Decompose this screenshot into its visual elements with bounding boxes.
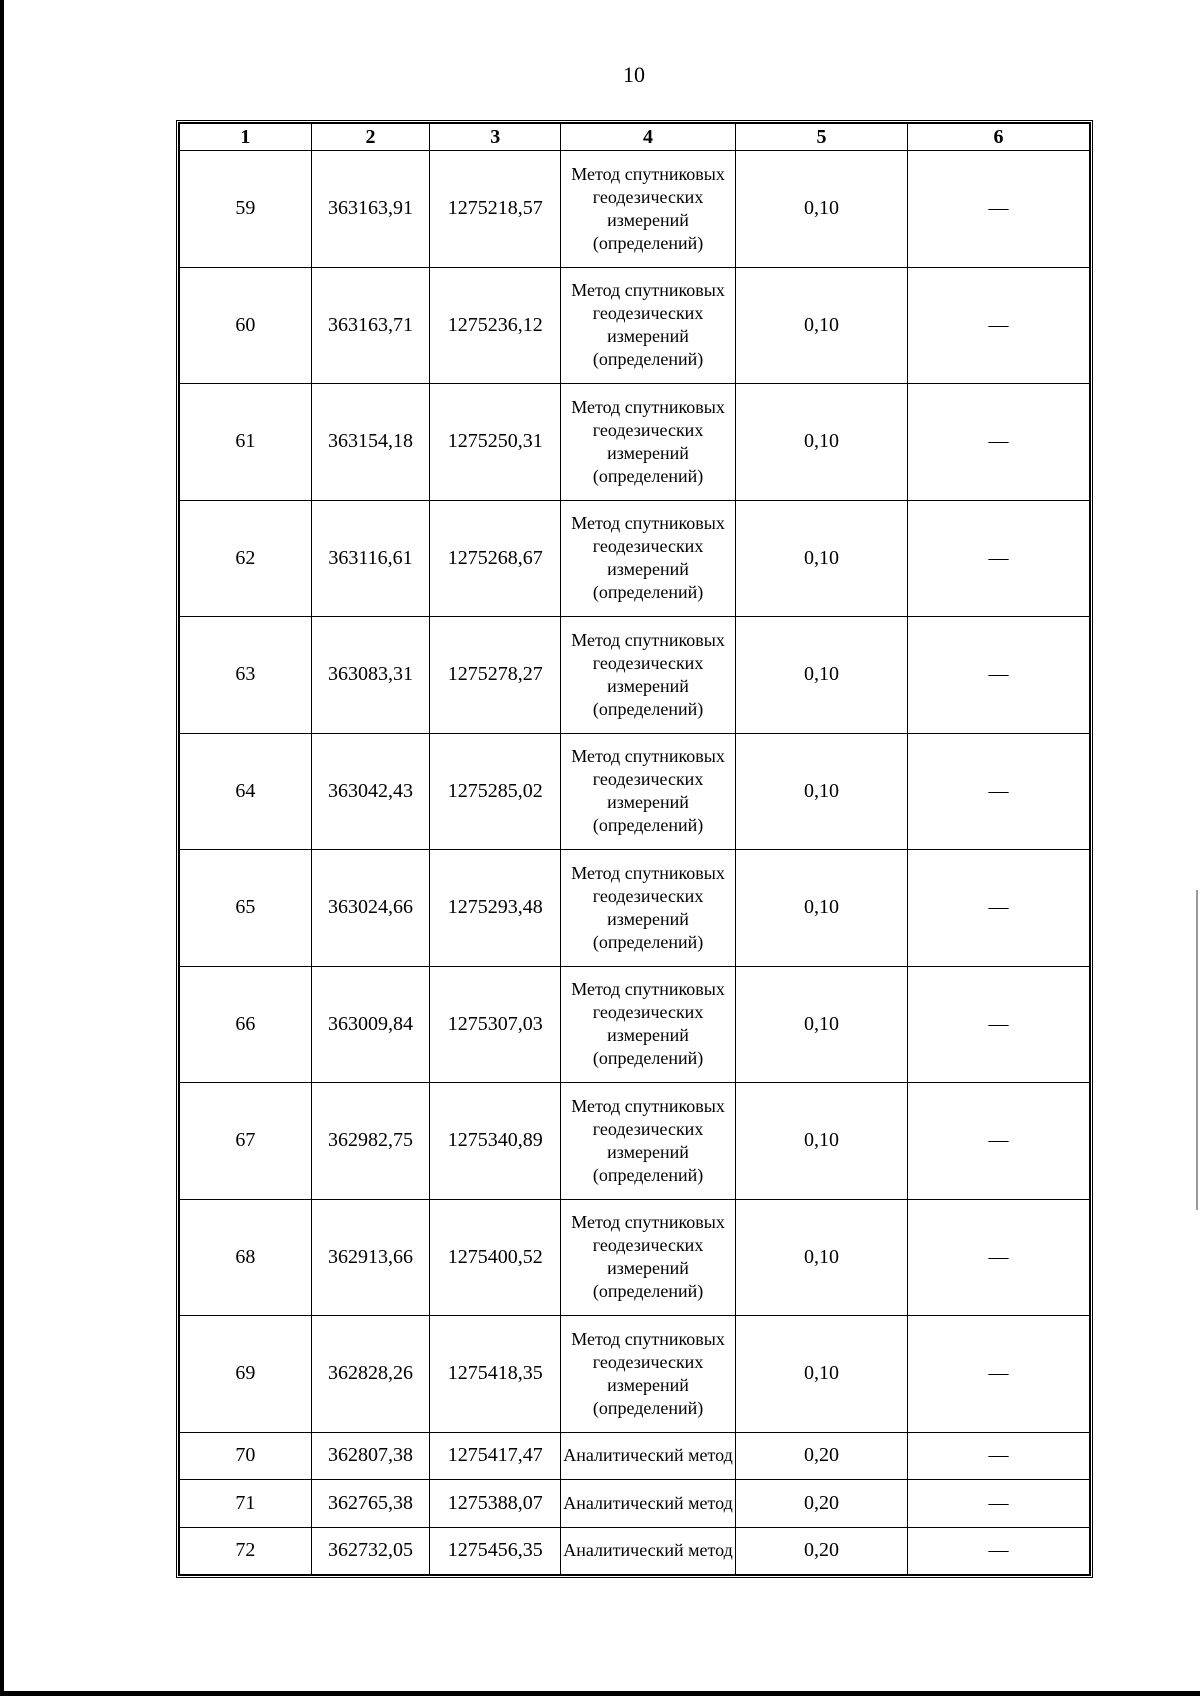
- cell-coordinate-x: 363083,31: [311, 617, 430, 734]
- cell-accuracy: 0,10: [736, 850, 908, 967]
- table-body: [180, 151, 1090, 1575]
- cell-accuracy: 0,10: [736, 500, 908, 617]
- cell-accuracy: 0,10: [736, 1316, 908, 1433]
- cell-coordinate-y: 1275340,89: [430, 1083, 561, 1200]
- cell-accuracy: 0,10: [736, 617, 908, 734]
- page-number: 10: [623, 62, 645, 87]
- cell-note: —: [907, 966, 1089, 1083]
- table-row: [180, 733, 1090, 850]
- header-col-6: 6: [907, 124, 1089, 151]
- cell-method: Аналитический метод: [561, 1480, 736, 1528]
- cell-coordinate-y: 1275418,35: [430, 1316, 561, 1433]
- cell-point-number: 62: [180, 500, 312, 617]
- cell-coordinate-y: 1275236,12: [430, 267, 561, 384]
- cell-point-number: 71: [180, 1480, 312, 1528]
- cell-point-number: 64: [180, 733, 312, 850]
- cell-method: Метод спутниковых геодезических измерений (определений): [561, 733, 736, 850]
- cell-coordinate-y: 1275218,57: [430, 151, 561, 268]
- cell-coordinate-x: 362807,38: [311, 1432, 430, 1480]
- cell-method: Метод спутниковых геодезических измерений (определений): [561, 384, 736, 501]
- cell-coordinate-x: 363154,18: [311, 384, 430, 501]
- cell-accuracy: 0,10: [736, 151, 908, 268]
- cell-note: —: [907, 1432, 1089, 1480]
- cell-accuracy: 0,10: [736, 733, 908, 850]
- cell-coordinate-x: 362732,05: [311, 1527, 430, 1575]
- table-header-row: [180, 124, 1090, 151]
- cell-method: Метод спутниковых геодезических измерений (определений): [561, 966, 736, 1083]
- cell-note: —: [907, 267, 1089, 384]
- cell-coordinate-y: 1275268,67: [430, 500, 561, 617]
- cell-accuracy: 0,10: [736, 966, 908, 1083]
- table-row: [180, 384, 1090, 501]
- table-row: [180, 966, 1090, 1083]
- cell-coordinate-y: 1275456,35: [430, 1527, 561, 1575]
- cell-point-number: 63: [180, 617, 312, 734]
- cell-point-number: 60: [180, 267, 312, 384]
- cell-point-number: 69: [180, 1316, 312, 1433]
- cell-coordinate-x: 362828,26: [311, 1316, 430, 1433]
- cell-note: —: [907, 850, 1089, 967]
- cell-note: —: [907, 1316, 1089, 1433]
- cell-note: —: [907, 1480, 1089, 1528]
- scan-left-border: [0, 0, 4, 1696]
- table-row: [180, 500, 1090, 617]
- cell-coordinate-x: 362765,38: [311, 1480, 430, 1528]
- coordinates-table-frame: [176, 120, 1093, 1578]
- table-row: [180, 850, 1090, 967]
- cell-note: —: [907, 1083, 1089, 1200]
- cell-accuracy: 0,20: [736, 1527, 908, 1575]
- scan-right-mark: [1196, 890, 1198, 1210]
- cell-coordinate-x: 363163,71: [311, 267, 430, 384]
- cell-accuracy: 0,10: [736, 1083, 908, 1200]
- table-row: [180, 1083, 1090, 1200]
- cell-note: —: [907, 151, 1089, 268]
- cell-method: Метод спутниковых геодезических измерений (определений): [561, 850, 736, 967]
- cell-note: —: [907, 617, 1089, 734]
- cell-coordinate-x: 363163,91: [311, 151, 430, 268]
- cell-method: Метод спутниковых геодезических измерений (определений): [561, 617, 736, 734]
- cell-note: —: [907, 384, 1089, 501]
- cell-note: —: [907, 1527, 1089, 1575]
- cell-coordinate-y: 1275417,47: [430, 1432, 561, 1480]
- coordinates-table: [179, 123, 1090, 1575]
- cell-method: Метод спутниковых геодезических измерений (определений): [561, 267, 736, 384]
- cell-point-number: 67: [180, 1083, 312, 1200]
- table-row: [180, 151, 1090, 268]
- header-col-5: 5: [736, 124, 908, 151]
- cell-coordinate-y: 1275285,02: [430, 733, 561, 850]
- cell-method: Метод спутниковых геодезических измерений (определений): [561, 1316, 736, 1433]
- cell-point-number: 59: [180, 151, 312, 268]
- cell-coordinate-y: 1275250,31: [430, 384, 561, 501]
- cell-point-number: 65: [180, 850, 312, 967]
- cell-point-number: 66: [180, 966, 312, 1083]
- scan-bottom-border: [0, 1691, 1200, 1696]
- cell-method: Аналитический метод: [561, 1527, 736, 1575]
- cell-coordinate-y: 1275307,03: [430, 966, 561, 1083]
- cell-method: Метод спутниковых геодезических измерений (определений): [561, 151, 736, 268]
- cell-point-number: 70: [180, 1432, 312, 1480]
- cell-point-number: 68: [180, 1199, 312, 1316]
- cell-coordinate-x: 362982,75: [311, 1083, 430, 1200]
- cell-note: —: [907, 500, 1089, 617]
- cell-coordinate-x: 362913,66: [311, 1199, 430, 1316]
- cell-accuracy: 0,20: [736, 1480, 908, 1528]
- cell-coordinate-y: 1275400,52: [430, 1199, 561, 1316]
- cell-note: —: [907, 733, 1089, 850]
- cell-method: Метод спутниковых геодезических измерений (определений): [561, 500, 736, 617]
- table-row: [180, 1316, 1090, 1433]
- cell-point-number: 61: [180, 384, 312, 501]
- table-row: [180, 1480, 1090, 1528]
- cell-coordinate-x: 363042,43: [311, 733, 430, 850]
- cell-coordinate-x: 363024,66: [311, 850, 430, 967]
- cell-coordinate-y: 1275388,07: [430, 1480, 561, 1528]
- cell-coordinate-y: 1275278,27: [430, 617, 561, 734]
- cell-coordinate-x: 363116,61: [311, 500, 430, 617]
- table-row: [180, 1527, 1090, 1575]
- cell-method: Метод спутниковых геодезических измерений (определений): [561, 1199, 736, 1316]
- table-row: [180, 1432, 1090, 1480]
- cell-method: Аналитический метод: [561, 1432, 736, 1480]
- cell-coordinate-y: 1275293,48: [430, 850, 561, 967]
- cell-accuracy: 0,10: [736, 1199, 908, 1316]
- cell-coordinate-x: 363009,84: [311, 966, 430, 1083]
- header-col-1: 1: [180, 124, 312, 151]
- cell-accuracy: 0,10: [736, 384, 908, 501]
- cell-note: —: [907, 1199, 1089, 1316]
- table-row: [180, 617, 1090, 734]
- cell-accuracy: 0,20: [736, 1432, 908, 1480]
- table-row: [180, 267, 1090, 384]
- table-row: [180, 1199, 1090, 1316]
- cell-method: Метод спутниковых геодезических измерений (определений): [561, 1083, 736, 1200]
- cell-accuracy: 0,10: [736, 267, 908, 384]
- header-col-3: 3: [430, 124, 561, 151]
- header-col-2: 2: [311, 124, 430, 151]
- header-col-4: 4: [561, 124, 736, 151]
- cell-point-number: 72: [180, 1527, 312, 1575]
